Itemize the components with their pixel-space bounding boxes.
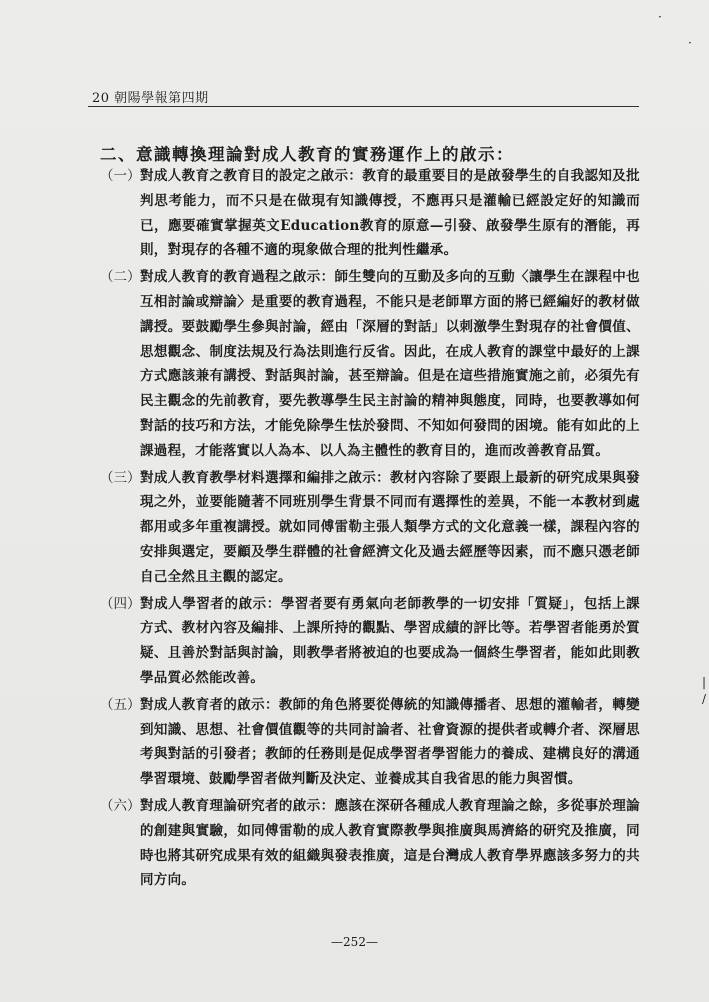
margin-tick-mark: | [702,675,707,689]
item-text: 對成人學習者的啟示：學習者要有勇氣向老師教學的一切安排「質疑」，包括上課方式、教材內容及編排、上課所持的觀點、學習成績的評比等。若學習者能勇於質疑、且善於對話與討論，則教學者將被迫的也要成為一個終生學習者，能如此則教學品質必然能改善。 [140,595,640,686]
item-text: 對成人教育教學材料選擇和編排之啟示：教材內容除了要跟上最新的研究成果與發現之外，並要能隨著不同班別學生背景不同而有選擇性的差異，不能一本教材到處都用或多年重複講授。就如同傅雷勒主張人類學方式的文化意義一樣，課程內容的安排與選定，要顧及學生群體的社會經濟文化及過去經歷等因素，而不應只憑老師自己全然且主觀的認定。 [140,469,640,585]
item-text: 對成人教育之教育目的設定之啟示：教育的最重要目的是啟發學生的自我認知及批判思考能力，而不只是在做現有知識傳授，不應再只是灌輸已經設定好的知識而已，應要確實掌握英文Education教育的原意—引發、啟發學生原有的潛能，再則，對現存的各種不適的現象做合理的批判性繼承。 [140,168,640,259]
page-number: —252— [331,935,378,949]
running-header: 20 朝陽學報第四期 [92,91,209,106]
list-item [100,592,640,691]
scan-speck: · [688,36,692,50]
header-rule [88,106,639,107]
margin-tick-mark: / [702,692,707,706]
scan-speck: · [658,10,662,24]
item-number: （五） [100,696,141,713]
list-item [100,466,640,590]
item-number: （六） [100,797,141,814]
list-item [100,164,640,263]
item-text: 對成人教育者的啟示：教師的角色將要從傳統的知識傳播者、思想的灌輸者，轉變到知識、思想、社會價值觀等的共同討論者、社會資源的提供者或轉介者、深層思考與對話的引發者；教師的任務則是促成學習者學習能力的養成、建構良好的溝通學習環境、鼓勵學習者做判斷及決定、並養成其自我省思的能力與習慣。 [140,696,640,788]
item-text: 對成人教育理論研究者的啟示：應該在深研各種成人教育理論之餘，多從事於理論的創建與實驗，如同傅雷勒的成人教育實際教學與推廣與馬濟絡的研究及推廣，同時也將其研究成果有效的組織與發表推廣，這是台灣成人教育學界應該多努力的共同方向。 [140,797,640,889]
item-number: （二） [100,269,141,286]
item-number: （三） [100,469,141,486]
item-text: 對成人教育的教育過程之啟示：師生雙向的互動及多向的互動〈讓學生在課程中也互相討論或辯論〉是重要的教育過程，不能只是老師單方面的將已經編好的教材做講授。要鼓勵學生參與討論，經由「深層的對話」以刺激學生對現存的社會價值、思想觀念、制度法規及行為法則進行反省。因此，在成人教育的課堂中最好的上課方式應該兼有講授、對話與討論，甚至辯論。但是在這些措施實施之前，必須先有民主觀念的先前教育，要先教導學生民主討論的精神與態度，同時，也要教導如何對話的技巧和方法，才能免除學生怯於發問、不知如何發問的困境。能有如此的上課過程，才能落實以人為本、以人為主體性的教育目的，進而改善教育品質。 [140,269,640,459]
item-list [100,164,640,895]
list-item [100,693,640,792]
list-item [100,265,640,463]
list-item [100,794,640,893]
item-number: （一） [100,168,141,184]
section-title: 二、意識轉換理論對成人教育的實務運作上的啟示： [100,145,514,164]
item-number: （四） [100,595,141,612]
